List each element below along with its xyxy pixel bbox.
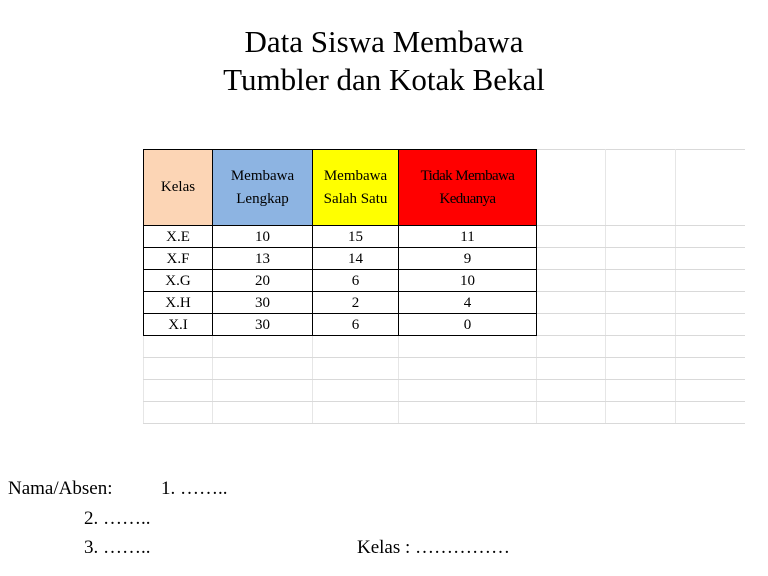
empty-cell[interactable] — [676, 248, 745, 270]
empty-cell[interactable] — [676, 270, 745, 292]
empty-cell[interactable] — [606, 248, 676, 270]
nama-absen-label: Nama/Absen: — [8, 478, 113, 499]
empty-cell[interactable] — [399, 380, 537, 402]
empty-cell[interactable] — [537, 336, 606, 358]
cell-kelas[interactable]: X.I — [144, 314, 213, 336]
empty-cell[interactable] — [606, 380, 676, 402]
empty-cell[interactable] — [213, 336, 313, 358]
header-membawa-lengkap[interactable] — [213, 150, 313, 226]
page-title-line1: Data Siswa Membawa — [244, 24, 524, 59]
empty-cell[interactable] — [537, 226, 606, 248]
cell-lengkap[interactable]: 13 — [213, 248, 313, 270]
nama-entry-3: 3. …….. — [84, 537, 151, 558]
empty-cell[interactable] — [144, 380, 213, 402]
empty-cell[interactable] — [606, 336, 676, 358]
empty-cell[interactable] — [144, 402, 213, 424]
table-row — [144, 292, 745, 314]
page-title-line2: Tumbler dan Kotak Bekal — [223, 62, 545, 97]
cell-tidak[interactable]: 0 — [399, 314, 537, 336]
empty-cell[interactable] — [537, 358, 606, 380]
nama-entry-2: 2. …….. — [84, 508, 151, 529]
table-row — [144, 314, 745, 336]
empty-cell[interactable] — [313, 358, 399, 380]
empty-cell[interactable] — [606, 292, 676, 314]
table-row — [144, 226, 745, 248]
empty-row — [144, 402, 745, 424]
empty-cell[interactable] — [213, 358, 313, 380]
empty-cell[interactable] — [606, 314, 676, 336]
empty-cell[interactable] — [606, 270, 676, 292]
empty-cell[interactable] — [144, 336, 213, 358]
empty-cell[interactable] — [676, 358, 745, 380]
cell-salah-satu[interactable]: 15 — [313, 226, 399, 248]
empty-cell[interactable] — [399, 336, 537, 358]
cell-tidak[interactable]: 4 — [399, 292, 537, 314]
empty-cell[interactable] — [676, 314, 745, 336]
empty-cell[interactable] — [537, 380, 606, 402]
header-lengkap-line2: Lengkap — [236, 190, 289, 207]
empty-cell[interactable] — [537, 314, 606, 336]
cell-lengkap[interactable]: 30 — [213, 292, 313, 314]
cell-tidak[interactable]: 11 — [399, 226, 537, 248]
cell-lengkap[interactable]: 30 — [213, 314, 313, 336]
cell-salah-satu[interactable]: 6 — [313, 314, 399, 336]
cell-lengkap[interactable]: 10 — [213, 226, 313, 248]
empty-cell[interactable] — [313, 336, 399, 358]
cell-lengkap[interactable]: 20 — [213, 270, 313, 292]
table-row — [144, 248, 745, 270]
header-membawa-salah-satu[interactable] — [313, 150, 399, 226]
empty-cell[interactable] — [676, 380, 745, 402]
data-table — [143, 149, 745, 424]
empty-cell[interactable] — [213, 402, 313, 424]
empty-cell[interactable] — [213, 380, 313, 402]
empty-cell[interactable] — [606, 150, 676, 226]
cell-tidak[interactable]: 9 — [399, 248, 537, 270]
table-header-row — [144, 150, 745, 226]
empty-row — [144, 358, 745, 380]
table-row — [144, 270, 745, 292]
header-salah-satu-line2: Salah Satu — [323, 190, 388, 207]
empty-cell[interactable] — [676, 336, 745, 358]
cell-kelas[interactable]: X.H — [144, 292, 213, 314]
header-lengkap-line1: Membawa — [230, 167, 295, 184]
empty-cell[interactable] — [676, 150, 745, 226]
empty-cell[interactable] — [144, 358, 213, 380]
empty-cell[interactable] — [537, 248, 606, 270]
empty-cell[interactable] — [606, 358, 676, 380]
empty-cell[interactable] — [537, 150, 606, 226]
empty-cell[interactable] — [676, 226, 745, 248]
empty-cell[interactable] — [313, 402, 399, 424]
cell-kelas[interactable]: X.E — [144, 226, 213, 248]
header-tidak-line2: Keduanya — [439, 190, 496, 207]
header-tidak-line1: Tidak Membawa — [420, 167, 515, 184]
empty-cell[interactable] — [313, 380, 399, 402]
empty-row — [144, 380, 745, 402]
nama-entry-1: 1. …….. — [161, 478, 228, 499]
header-tidak-membawa[interactable] — [399, 150, 537, 226]
header-kelas[interactable] — [144, 150, 213, 226]
empty-cell[interactable] — [399, 358, 537, 380]
header-salah-satu-line1: Membawa — [323, 167, 388, 184]
cell-salah-satu[interactable]: 2 — [313, 292, 399, 314]
cell-salah-satu[interactable]: 6 — [313, 270, 399, 292]
empty-cell[interactable] — [537, 402, 606, 424]
cell-kelas[interactable]: X.G — [144, 270, 213, 292]
kelas-field: Kelas : …………… — [357, 537, 511, 558]
empty-cell[interactable] — [606, 402, 676, 424]
empty-row — [144, 336, 745, 358]
cell-kelas[interactable]: X.F — [144, 248, 213, 270]
empty-cell[interactable] — [676, 402, 745, 424]
empty-cell[interactable] — [606, 226, 676, 248]
cell-tidak[interactable]: 10 — [399, 270, 537, 292]
cell-salah-satu[interactable]: 14 — [313, 248, 399, 270]
empty-cell[interactable] — [537, 270, 606, 292]
empty-cell[interactable] — [399, 402, 537, 424]
empty-cell[interactable] — [537, 292, 606, 314]
header-kelas-text: Kelas — [160, 179, 196, 195]
empty-cell[interactable] — [676, 292, 745, 314]
